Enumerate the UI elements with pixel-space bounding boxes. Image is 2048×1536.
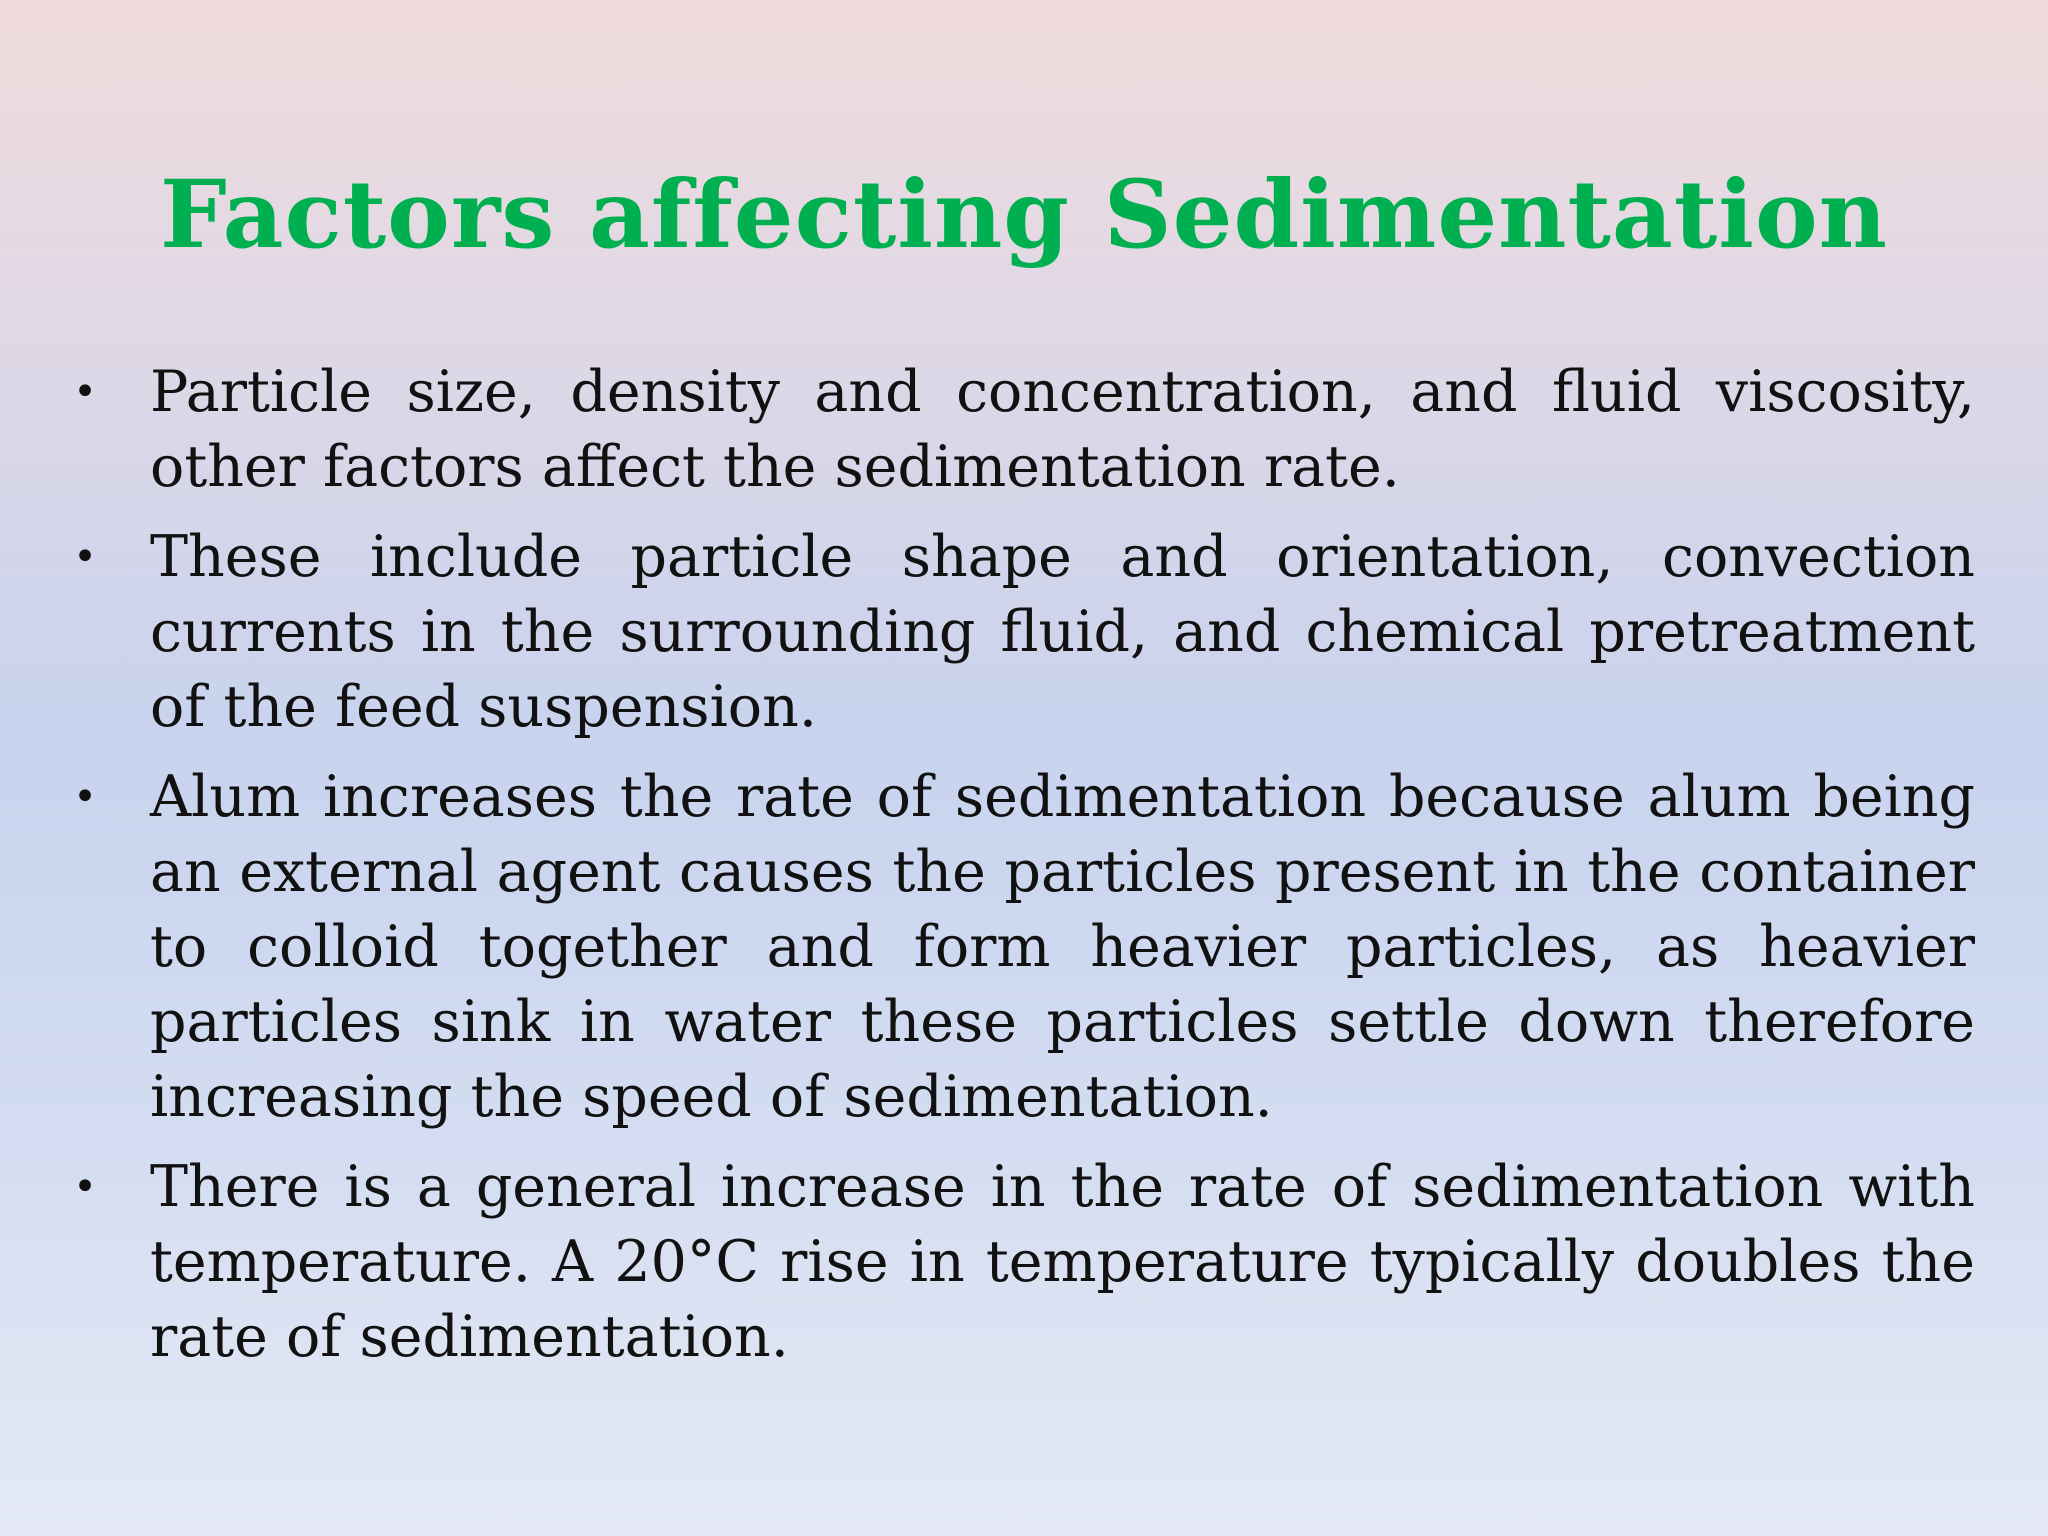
bullet-item <box>70 760 1975 1135</box>
bullet-text: These include particle shape and orientation, convection currents in the surrounding fluid, and chemical pretreatment of the feed suspension. <box>150 524 1975 740</box>
bullet-text: Alum increases the rate of sedimentation because alum being an external agent causes the particles present in the container to colloid together and form heavier particles, as heavier particles sink in water these particles settle down therefore increasing the speed of sedimentation. <box>150 764 1975 1130</box>
bullet-item <box>70 1150 1975 1375</box>
bullet-item <box>70 520 1975 745</box>
slide-title: Factors affecting Sedimentation <box>159 160 1888 270</box>
bullet-dot-icon: • <box>73 534 97 580</box>
bullet-dot-icon: • <box>73 774 97 820</box>
bullet-dot-icon: • <box>73 369 97 415</box>
bullet-text: There is a general increase in the rate of sedimentation with temperature. A 20°C rise in temperature typically doubles the rate of sedimentation. <box>150 1154 1975 1370</box>
bullet-text: Particle size, density and concentration, and fluid viscosity, other factors affect the sedimentation rate. <box>150 359 1975 500</box>
bullet-list <box>70 355 1975 1390</box>
bullet-dot-icon: • <box>73 1164 97 1210</box>
bullet-item <box>70 355 1975 505</box>
